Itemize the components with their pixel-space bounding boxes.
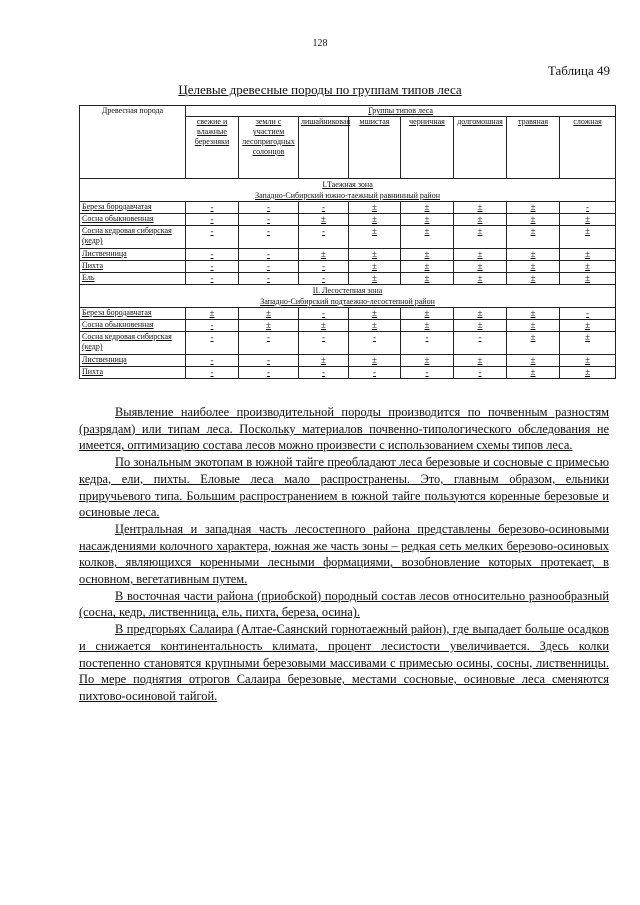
column-header: лишайниковая [299, 117, 349, 179]
table-cell: ± [560, 214, 616, 226]
table-row [80, 226, 616, 249]
column-header: травяная [507, 117, 560, 179]
species-name: Сосна кедровая сибирская (кедр) [80, 226, 186, 249]
table-cell: ± [454, 355, 507, 367]
table-cell: - [186, 355, 239, 367]
column-header: сложная [560, 117, 616, 179]
table-row [80, 261, 616, 273]
table-cell: ± [560, 273, 616, 285]
table-cell: - [186, 249, 239, 261]
table-row [80, 249, 616, 261]
table-cell: - [299, 273, 349, 285]
table-cell: ± [560, 226, 616, 249]
table-cell: - [239, 249, 299, 261]
table-cell: ± [401, 273, 454, 285]
table-cell: ± [507, 332, 560, 355]
table-cell: ± [560, 332, 616, 355]
table-cell: - [401, 332, 454, 355]
table-cell: - [349, 367, 401, 379]
table-cell: ± [401, 226, 454, 249]
page-number: 128 [312, 38, 328, 49]
groups-header: Группы типов леса [186, 106, 616, 117]
paragraph: По зональным экотопам в южной тайге преобладают леса березовые и сосновые с примесью кедра, ели, пихты. Еловые леса мало распространены. Это, главным образом, ельники приручьевого типа. Большим распространением в южной тайге пользуются коренные березовые и осиновые леса. [79, 455, 609, 520]
species-name: Пихта [80, 367, 186, 379]
section-header [80, 179, 616, 202]
table-cell: ± [454, 320, 507, 332]
table-cell: - [239, 273, 299, 285]
table-cell: ± [507, 320, 560, 332]
table-cell: ± [401, 320, 454, 332]
table-cell: - [560, 308, 616, 320]
table-row [80, 273, 616, 285]
table-row [80, 332, 616, 355]
table-cell: ± [401, 202, 454, 214]
table-cell: ± [349, 320, 401, 332]
table-cell: - [186, 367, 239, 379]
table-cell: ± [560, 355, 616, 367]
species-name: Береза бородавчатая [80, 308, 186, 320]
table-cell: - [186, 261, 239, 273]
paragraph: Выявление наиболее производительной породы производится по почвенным разностям (разрядам) или типам леса. Поскольку материалов почвенно-типологического обследования не имеется, оптимизацию состава лесов можно произвести с использованием схемы типов леса. [79, 405, 609, 453]
table-cell: ± [349, 355, 401, 367]
table-number: Таблица 49 [547, 63, 610, 78]
column-header: свежие и влажные березняки [186, 117, 239, 179]
species-name: Лиственница [80, 355, 186, 367]
table-cell: - [186, 273, 239, 285]
table-cell: ± [401, 261, 454, 273]
section-subtitle: Западно-Сибирский южно-таежный равнинный район [255, 191, 440, 200]
table-row [80, 367, 616, 379]
paragraph: В предгорьях Салаира (Алтае-Саянский горнотаежный район), где выпадает больше осадков и снижается континентальность климата, процент лесистости увеличивается. Здесь колки постепенно становятся крупными березовыми массивами с примесью осины, сосны, лиственницы. По мере поднятия отрогов Салаира березовые, местами сосновые, осиновые леса сменяются пихтово-осиновой тайгой. [79, 622, 609, 703]
table-cell: - [299, 308, 349, 320]
table-title: Целевые древесные породы по группам типов леса [178, 82, 462, 97]
table-cell: ± [560, 320, 616, 332]
table-cell: - [349, 332, 401, 355]
table-cell: ± [454, 214, 507, 226]
table-cell: ± [349, 249, 401, 261]
species-name: Ель [80, 273, 186, 285]
table-cell: - [299, 332, 349, 355]
table-cell: ± [349, 261, 401, 273]
table-cell: ± [454, 202, 507, 214]
table-cell: ± [349, 214, 401, 226]
table-cell: ± [186, 308, 239, 320]
table-cell: - [239, 214, 299, 226]
table-cell: ± [507, 273, 560, 285]
table-cell: ± [507, 355, 560, 367]
table-cell: - [299, 261, 349, 273]
table-cell: - [239, 367, 299, 379]
column-header: черничная [401, 117, 454, 179]
table-cell: ± [560, 261, 616, 273]
table-cell: ± [507, 261, 560, 273]
table-cell: - [186, 320, 239, 332]
table-cell: ± [299, 320, 349, 332]
species-name: Сосна обыкновенная [80, 214, 186, 226]
section-title: II. Лесостепная зона [312, 286, 383, 295]
table-cell: ± [299, 355, 349, 367]
species-name: Пихта [80, 261, 186, 273]
column-header: земли с участием лесопригодных солонцов [239, 117, 299, 179]
table-cell: - [560, 202, 616, 214]
table-cell: ± [507, 226, 560, 249]
table-cell: - [239, 202, 299, 214]
column-header: мшистая [349, 117, 401, 179]
table-cell: ± [401, 249, 454, 261]
forest-types-table [79, 105, 616, 379]
table-row [80, 355, 616, 367]
table-cell: ± [507, 308, 560, 320]
table-cell: ± [401, 308, 454, 320]
table-cell: ± [454, 226, 507, 249]
table-cell: ± [299, 249, 349, 261]
species-column-header: Древесная порода [80, 106, 186, 179]
species-name: Сосна кедровая сибирская (кедр) [80, 332, 186, 355]
table-cell: ± [454, 261, 507, 273]
table-cell: - [299, 226, 349, 249]
table-cell: ± [454, 273, 507, 285]
species-name: Сосна обыкновенная [80, 320, 186, 332]
section-title: I.Таежная зона [322, 180, 373, 189]
table-cell: ± [507, 202, 560, 214]
table-cell: - [299, 202, 349, 214]
table-cell: ± [560, 249, 616, 261]
table-cell: ± [401, 355, 454, 367]
table-cell: - [186, 332, 239, 355]
table-cell: ± [239, 308, 299, 320]
table-cell: - [239, 332, 299, 355]
table-row [80, 308, 616, 320]
table-cell: - [454, 367, 507, 379]
body-text [79, 404, 609, 705]
table-cell: ± [507, 367, 560, 379]
table-cell: - [186, 226, 239, 249]
table-cell: ± [349, 308, 401, 320]
table-cell: - [239, 355, 299, 367]
paragraph: В восточная части района (приобской) породный состав лесов относительно разнообразный (сосна, кедр, лиственница, ель, пихта, береза, осина). [79, 588, 609, 620]
species-name: Береза бородавчатая [80, 202, 186, 214]
table-cell: ± [454, 249, 507, 261]
table-cell: ± [299, 214, 349, 226]
section-header [80, 285, 616, 308]
species-name: Лиственница [80, 249, 186, 261]
table-cell: - [239, 226, 299, 249]
column-header: долгомошная [454, 117, 507, 179]
table-cell: ± [239, 320, 299, 332]
table-row [80, 320, 616, 332]
table-cell: ± [349, 273, 401, 285]
table-cell: - [299, 367, 349, 379]
table-cell: ± [507, 214, 560, 226]
section-subtitle: Западно-Сибирский подтаежно-лесостепной район [260, 297, 435, 306]
table-cell: ± [507, 249, 560, 261]
table-cell: ± [349, 226, 401, 249]
table-cell: - [186, 214, 239, 226]
table-cell: ± [401, 214, 454, 226]
table-cell: - [239, 261, 299, 273]
table-cell: - [454, 332, 507, 355]
table-cell: ± [560, 367, 616, 379]
table-row [80, 202, 616, 214]
table-body [80, 179, 616, 379]
table-row [80, 214, 616, 226]
table-cell: ± [454, 308, 507, 320]
table-cell: - [186, 202, 239, 214]
paragraph: Центральная и западная часть лесостепного района представлены березово-осиновыми насаждениями колочного характера, южная же часть зоны – редкая сеть мелких березово-осиновых колков, являющихся коренными лесными формациями, возобновление которых протекает, в основном, вегетативным путем. [79, 521, 609, 587]
table-cell: - [401, 367, 454, 379]
table-cell: ± [349, 202, 401, 214]
